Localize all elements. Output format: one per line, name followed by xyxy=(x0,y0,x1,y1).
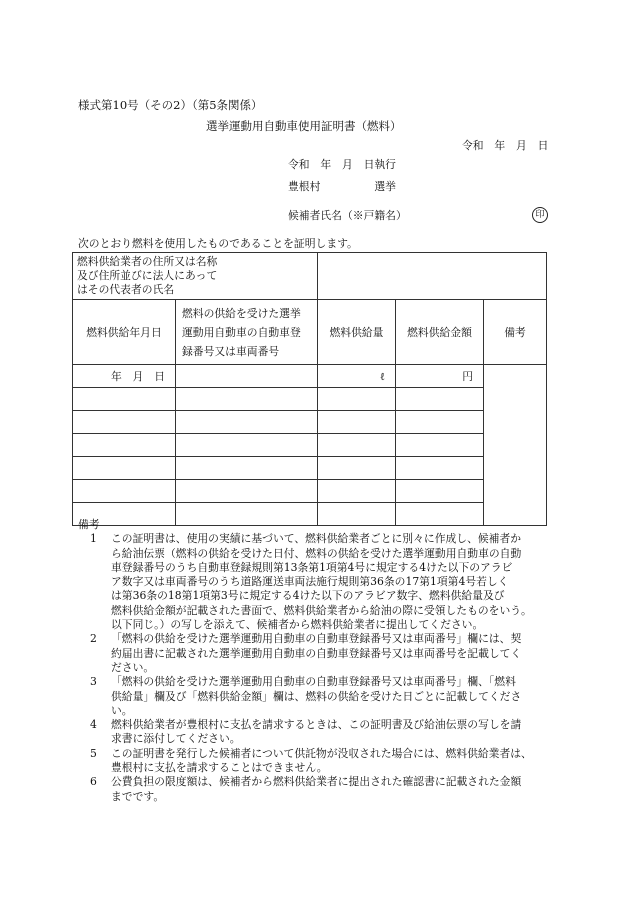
table-row xyxy=(73,411,547,434)
vehicle-cell[interactable] xyxy=(176,480,318,503)
note-line: 燃料供給金額が記載された書面で、燃料供給業者から給油の際に受領したものをいう。 xyxy=(111,603,532,617)
header-supply-amount: 燃料供給量 xyxy=(318,300,396,365)
note-line: ださい。 xyxy=(111,660,155,674)
note-number: 1 xyxy=(90,532,97,546)
table-row xyxy=(73,388,547,411)
note-line: までです。 xyxy=(111,789,165,803)
note-line: 約届出書に記載された選挙運動用自動車の自動車登録番号又は車両番号を記載してく xyxy=(111,646,522,660)
note-line: この証明書は、使用の実績に基づいて、燃料供給業者ごとに別々に作成し、候補者か xyxy=(111,532,522,546)
amount-cell[interactable] xyxy=(318,434,396,457)
form-number: 様式第10号（その2）（第5条関係） xyxy=(78,98,263,112)
seal-mark: 印 xyxy=(532,207,548,223)
date-cell[interactable] xyxy=(73,411,176,434)
note-item xyxy=(72,532,562,632)
note-number: 3 xyxy=(90,675,97,689)
note-line: 燃料供給業者が豊根村に支払を請求するときは、この証明書及び給油伝票の写しを請 xyxy=(111,718,522,732)
document-title: 選挙運動用自動車使用証明書（燃料） xyxy=(206,119,402,133)
note-line: 「燃料の供給を受けた選挙運動用自動車の自動車登録番号又は車両番号」欄には、契 xyxy=(111,632,522,646)
amount-cell[interactable] xyxy=(318,457,396,480)
vehicle-cell[interactable] xyxy=(176,365,318,388)
note-number: 4 xyxy=(90,718,97,732)
note-line: 求書に添付してください。 xyxy=(111,732,241,746)
price-cell[interactable] xyxy=(396,388,484,411)
issue-date: 令和 年 月 日 xyxy=(462,139,549,152)
header-remarks: 備考 xyxy=(484,300,547,365)
header-vehicle-line: 録番号又は車両番号 xyxy=(182,344,280,358)
note-number: 5 xyxy=(90,746,97,760)
note-line: 公費負担の限度額は、候補者から燃料供給業者に提出された確認書に記載された金額 xyxy=(111,775,522,789)
note-line: 豊根村に支払を請求することはできません。 xyxy=(111,761,328,775)
amount-cell[interactable]: ℓ xyxy=(318,365,396,388)
note-line: 供給量」欄及び「燃料供給金額」欄は、燃料の供給を受けた日ごとに記載してくださ xyxy=(111,689,522,703)
candidate-name-label: 候補者氏名（※戸籍名） xyxy=(288,209,407,222)
election-execution-date: 令和 年 月 日執行 xyxy=(288,158,396,171)
vehicle-cell[interactable] xyxy=(176,411,318,434)
note-number: 2 xyxy=(90,632,97,646)
fuel-usage-table xyxy=(72,252,547,526)
certification-statement: 次のとおり燃料を使用したものであることを証明します。 xyxy=(78,237,358,250)
table-row xyxy=(73,457,547,480)
vehicle-cell[interactable] xyxy=(176,457,318,480)
note-item xyxy=(72,675,562,718)
remarks-cell[interactable] xyxy=(484,365,547,526)
notes-heading: 備考 xyxy=(78,518,100,531)
vehicle-cell[interactable] xyxy=(176,434,318,457)
price-cell[interactable] xyxy=(396,457,484,480)
note-line: い。 xyxy=(111,703,133,717)
note-number: 6 xyxy=(90,775,97,789)
header-vehicle-line: 燃料の供給を受けた選挙 xyxy=(182,306,301,320)
note-item xyxy=(72,718,562,747)
date-cell[interactable]: 年 月 日 xyxy=(73,365,176,388)
note-line: 「燃料の供給を受けた選挙運動用自動車の自動車登録番号又は車両番号」欄、「燃料 xyxy=(111,675,516,689)
table-row xyxy=(73,480,547,503)
date-cell[interactable] xyxy=(73,457,176,480)
price-cell[interactable] xyxy=(396,411,484,434)
header-vehicle-number xyxy=(176,300,318,365)
note-item xyxy=(72,747,562,776)
supplier-value-field[interactable] xyxy=(318,253,547,300)
amount-cell[interactable] xyxy=(318,480,396,503)
note-line: は第36条の18第1項第3号に規定する4けた以下のアラビア数字、燃料供給量及び xyxy=(111,589,505,603)
date-cell[interactable] xyxy=(73,480,176,503)
supplier-label xyxy=(73,253,318,300)
supplier-label-line: 及び住所並びに法人にあって xyxy=(77,269,218,282)
price-cell[interactable] xyxy=(396,434,484,457)
column-header-row xyxy=(73,300,547,365)
note-line: この証明書を発行した候補者について供託物が没収された場合には、燃料供給業者は、 xyxy=(111,746,532,760)
vehicle-cell[interactable] xyxy=(176,388,318,411)
notes-section xyxy=(72,518,562,804)
price-cell[interactable] xyxy=(396,480,484,503)
date-cell[interactable] xyxy=(73,388,176,411)
note-line: ア数字又は車両番号のうち道路運送車両法施行規則第36条の17第1項第4号若しく xyxy=(111,575,509,589)
note-item xyxy=(72,632,562,675)
table-row xyxy=(73,365,547,388)
header-supply-price: 燃料供給金額 xyxy=(396,300,484,365)
election-name: 豊根村 選挙 xyxy=(288,180,396,193)
header-supply-date: 燃料供給年月日 xyxy=(73,300,176,365)
note-line: ら給油伝票（燃料の供給を受けた日付、燃料の供給を受けた選挙運動用自動車の自動 xyxy=(111,546,522,560)
header-vehicle-line: 運動用自動車の自動車登 xyxy=(182,325,301,339)
amount-cell[interactable] xyxy=(318,388,396,411)
note-line: 以下同じ。）の写しを添えて、候補者から燃料供給業者に提出してください。 xyxy=(111,618,484,632)
supplier-row xyxy=(73,253,547,300)
table-row xyxy=(73,434,547,457)
note-item xyxy=(72,775,562,804)
supplier-label-line: はその代表者の氏名 xyxy=(77,283,175,296)
amount-cell[interactable] xyxy=(318,411,396,434)
note-line: 車登録番号のうち自動車登録規則第13条第1項第4号に規定する4けた以下のアラビ xyxy=(111,560,513,574)
price-cell[interactable]: 円 xyxy=(396,365,484,388)
supplier-label-line: 燃料供給業者の住所又は名称 xyxy=(77,255,218,268)
date-cell[interactable] xyxy=(73,434,176,457)
